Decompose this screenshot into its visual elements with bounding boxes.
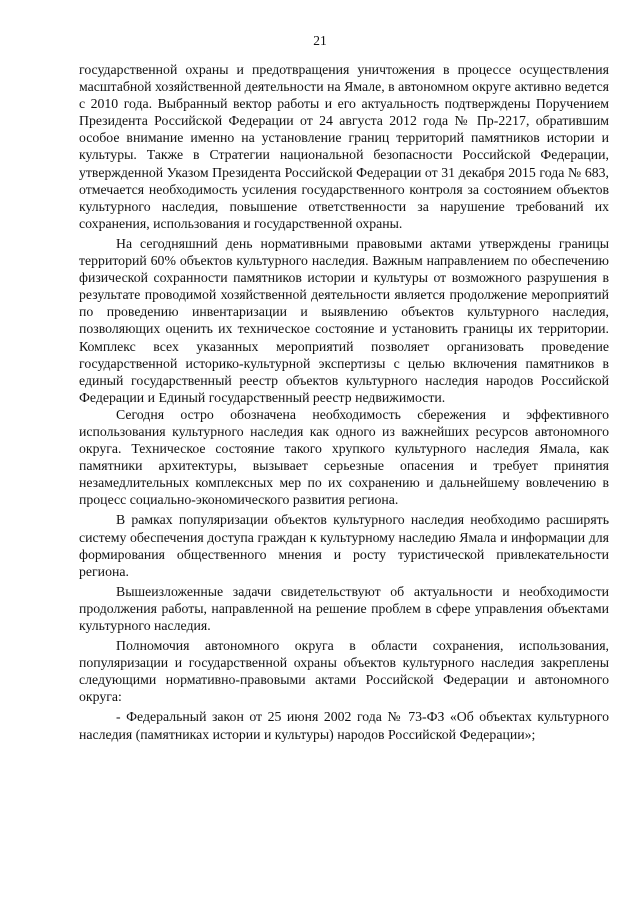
paragraph-continuation: государственной охраны и предотвращения уничтожения в процессе осуществления масштабной хозяйственной деятельности на Ямале, в автономном округе активно ведется с 2010 года. Выбранный вектор работы и его актуальность подтверждены Поручением Президента Российской Федерации от 24 августа 2012 года № Пр-2217, обратившим особое внимание именно на установление границ территорий памятников истории и культуры. Также в Стратегии национальной безопасности Российской Федерации, утвержденной Указом Президента Российской Федерации от 31 декабря 2015 года № 683, отмечается необходимость усиления государственного контроля за состоянием объектов культурного наследия, повышение ответственности за нарушение требований их сохранения, использования и государственной охраны. [79,62,609,231]
paragraph-heritage-preservation: Сегодня остро обозначена необходимость сбережения и эффективного использования культурного наследия как одного из важнейших ресурсов автономного округа. Техническое состояние такого хрупкого культурного наследия Ямала, как памятники архитектуры, вызывает серьезные опасения и требует принятия незамедлительных комплексных мер по их сохранению и дальнейшему вовлечению в процесс социально-экономического развития региона. [79,406,609,508]
page-number: 21 [313,33,327,48]
paragraph-tasks: Вышеизложенные задачи свидетельствуют об актуальности и необходимости продолжения работы, направленной на решение проблем в сфере управления объектами культурного наследия. [79,583,609,633]
paragraph-boundaries: На сегодняшний день нормативными правовыми актами утверждены границы территорий 60% объектов культурного наследия. Важным направлением по обеспечению физической сохранности памятников истории и культуры от возможного разрушения в результате проводимой хозяйственной деятельности является продолжение мероприятий по проведению инвентаризации и выявлению объектов культурного наследия, позволяющих оценить их техническое состояние и установить границы их территории. Комплекс всех указанных мероприятий позволяет организовать проведение государственной историко-культурной экспертизы с целью включения памятников в единый государственный реестр объектов культурного наследия народов Российской Федерации и Единый государственный реестр недвижимости. [79,235,609,405]
paragraph-powers: Полномочия автономного округа в области сохранения, использования, популяризации и государственной охраны объектов культурного наследия закреплены следующими нормативно-правовыми актами Российской Федерации и автономного округа: [79,638,609,705]
paragraph-popularization: В рамках популяризации объектов культурного наследия необходимо расширять систему обеспечения доступа граждан к культурному наследию Ямала и информации для формирования общественного мнения и росту туристической привлекательности региона. [79,512,609,579]
document-body [79,61,609,743]
list-item-federal-law: - Федеральный закон от 25 июня 2002 года № 73-ФЗ «Об объектах культурного наследия (памятниках истории и культуры) народов Российской Федерации»; [79,709,609,742]
